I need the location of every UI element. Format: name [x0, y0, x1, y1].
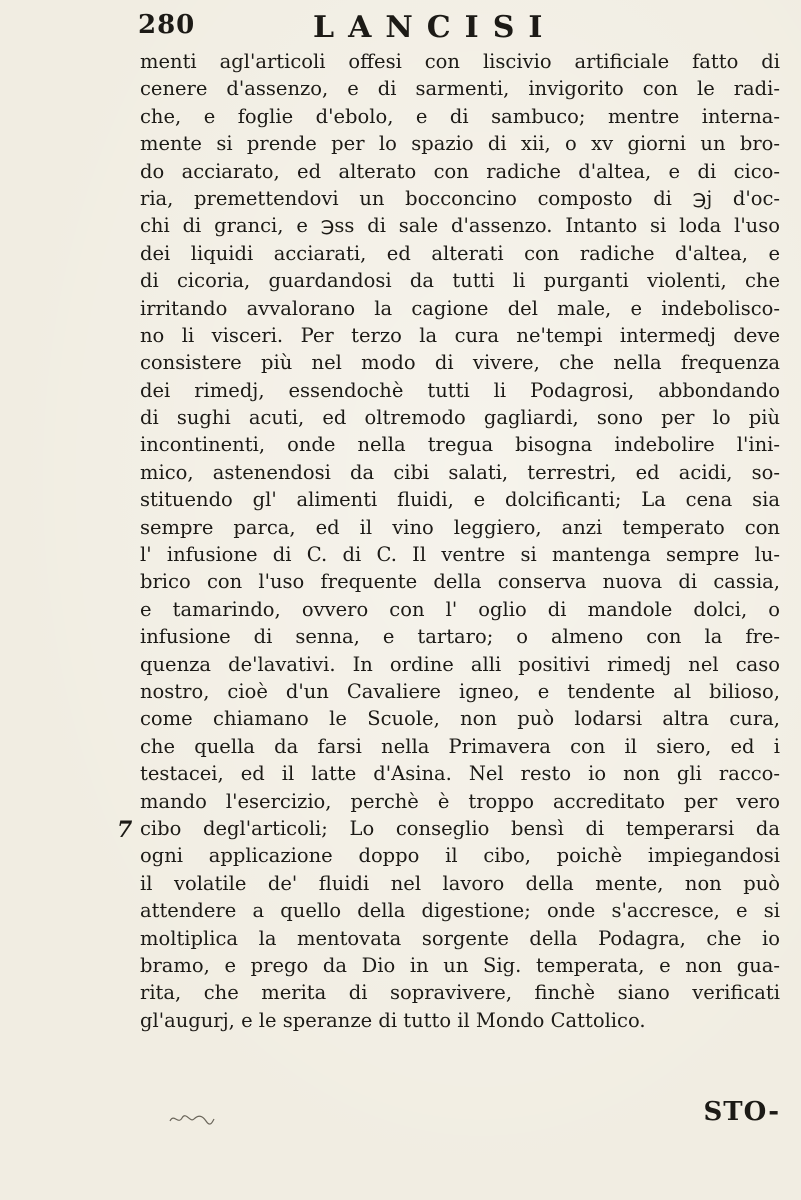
text-line: che, e foglie d'ebolo, e di sambuco; mentre interna- — [140, 104, 780, 128]
running-head: LANCISI — [313, 10, 557, 45]
text-line: infusione di senna, e tartaro; o almeno con la fre- — [140, 625, 780, 649]
text-line: gl'augurj, e le speranze di tutto il Mondo Cattolico. — [140, 1008, 646, 1032]
text-line: il volatile de' fluidi nel lavoro della mente, non può — [140, 871, 780, 895]
text-line: do acciarato, ed alterato con radiche d'altea, e di cico- — [140, 159, 780, 183]
text-line: mico, astenendosi da cibi salati, terrestri, ed acidi, so- — [140, 460, 780, 484]
text-line: consistere più nel modo di vivere, che nella frequenza — [140, 351, 780, 375]
text-line: testacei, ed il latte d'Asina. Nel resto io non gli racco- — [140, 762, 780, 786]
page-footer — [140, 1097, 780, 1137]
catchword: STO- — [703, 1097, 780, 1127]
body-text — [140, 48, 780, 1034]
text-line: menti agl'articoli offesi con lisciviо artificiale fatto di — [140, 50, 780, 73]
text-line: quenza de'lavativi. In ordine alli positivi rimedj nel caso — [140, 652, 780, 676]
text-line: dei liquidi acciarati, ed alterati con radiche d'altea, e — [140, 241, 780, 265]
text-line: brico con l'uso frequente della conserva nuova di cassia, — [140, 570, 780, 594]
text-line: di cicoria, guardandosi da tutti li purganti violenti, che — [140, 269, 780, 293]
text-line: ogni applicazione doppo il cibo, poichè impiegandosi — [140, 844, 780, 868]
text-line: l' infusione di C. di C. Il ventre si mantenga sempre lu- — [140, 543, 780, 567]
text-line: bramo, e prego da Dio in un Sig. temperata, e non gua- — [140, 953, 780, 977]
text-line: rita, che merita di sopravivere, finchè siano verificati — [140, 981, 780, 1005]
text-line: nostro, cioè d'un Cavaliere igneo, e tendente al bilioso, — [140, 679, 780, 703]
margin-note-number: 7 — [117, 817, 133, 843]
text-line: ria, premettendovi un bocconcino composto di ℈j d'oc- — [140, 186, 780, 210]
ink-mark-icon — [168, 1109, 216, 1127]
text-line: moltiplica la mentovata sorgente della Podagra, che io — [140, 926, 780, 950]
text-line: e tamarindo, ovvero con l' oglio di mandole dolci, o — [140, 597, 780, 621]
text-line: stituendo gl' alimenti fluidi, e dolcificanti; La cena sia — [140, 488, 780, 512]
text-line: no li visceri. Per terzo la cura ne'tempi intermedj deve — [140, 323, 780, 347]
text-line: cenere d'assenzo, e di sarmenti, invigorito con le radi- — [140, 77, 780, 101]
text-line: sempre parca, ed il vino leggiero, anzi temperato con — [140, 515, 780, 539]
text-line: dei rimedj, essendochè tutti li Podagrosi, abbondando — [140, 378, 780, 402]
page-number: 280 — [138, 10, 196, 40]
text-line: cibo degl'articoli; Lo conseglio bensì di temperarsi da — [140, 816, 780, 840]
text-line: incontinenti, onde nella tregua bisogna indebolire l'ini- — [140, 433, 780, 457]
text-line: mando l'esercizio, perchè è troppo accreditato per vero — [140, 789, 780, 813]
text-line: come chiamano le Scuole, non può lodarsi altra cura, — [140, 707, 780, 731]
page-header — [138, 10, 778, 50]
text-line: di sughi acuti, ed oltremodo gagliardi, sono per lo più — [140, 406, 780, 430]
text-line: attendere a quello della digestione; onde s'accresce, e si — [140, 899, 780, 923]
text-line: irritando avvalorano la cagione del male, e indeboliscо- — [140, 296, 780, 320]
text-line: chi di granci, e ℈ss di sale d'assenzo. Intanto si loda l'uso — [140, 214, 780, 238]
text-line: mente si prende per lo spazio di xii, o xv giorni un bro- — [140, 132, 780, 156]
text-line: che quella da farsi nella Primavera con il siero, ed i — [140, 734, 780, 758]
